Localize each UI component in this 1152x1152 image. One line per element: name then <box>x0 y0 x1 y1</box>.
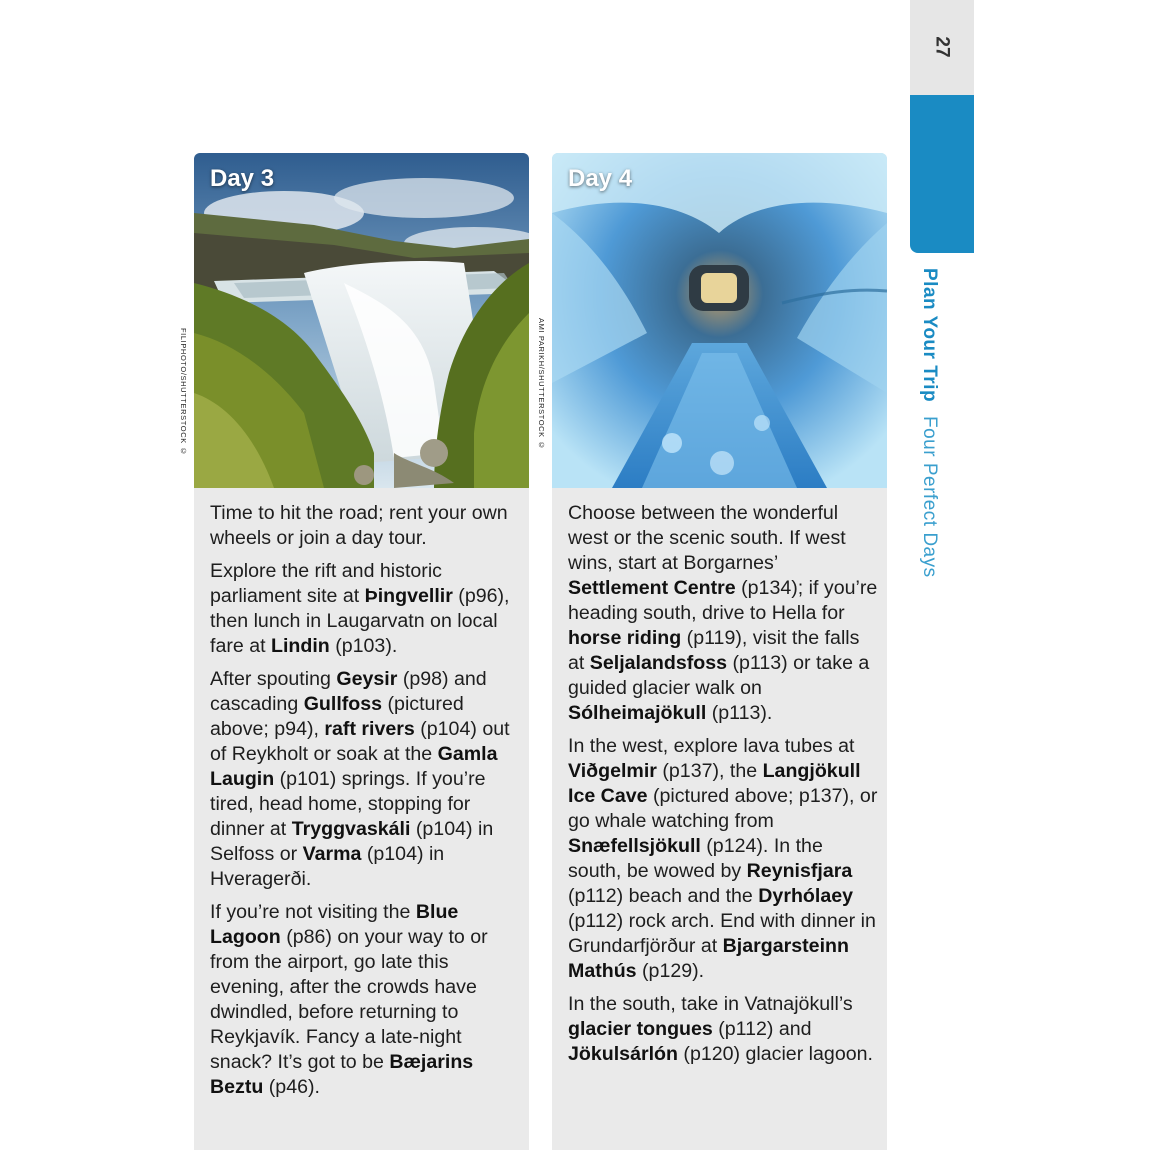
day3-paragraph-3: After spouting Geysir (p98) and cascading Gullfoss (pictured above; p94), raft rivers (p104) out of Reykholt or soak at the Gamla Laugin (p101) springs. If you’re tired, head home, stopping for dinner at Tryggvaskáli (p104) in Selfoss or Varma (p104) in Hveragerði. <box>210 668 510 890</box>
running-head-section: Plan Your Trip <box>919 268 940 403</box>
place-bjargarsteinn-mathus: Bjargarsteinn Mathús <box>568 935 849 982</box>
place-blue-lagoon: Blue Lagoon <box>210 901 459 948</box>
place-lindin: Lindin <box>271 635 330 657</box>
page-number-text: 27 <box>931 36 953 58</box>
page-number <box>910 0 974 95</box>
place-varma: Varma <box>302 843 362 865</box>
place-seljalandsfoss: Seljalandsfoss <box>589 652 728 674</box>
page-number-tab <box>910 0 974 95</box>
day3-heading: Day 3 <box>210 165 275 192</box>
running-head <box>918 268 940 577</box>
section-tab <box>910 95 974 253</box>
day3-paragraph-2: Explore the rift and historic parliament site at Þingvellir (p96), then lunch in Laugarvatn on local fare at Lindin (p103). <box>210 560 510 657</box>
place-gamla-laugin: Gamla Laugin <box>210 743 498 790</box>
place-vidgelmir: Viðgelmir <box>568 760 657 782</box>
day4-card <box>552 153 887 1150</box>
place-geysir: Geysir <box>336 668 398 690</box>
day3-paragraph-4: If you’re not visiting the Blue Lagoon (p86) on your way to or from the airport, go late this evening, after the crowds have dwindled, before returning to Reykjavík. Fancy a late-night snack? It’s got to be Bæjarins Beztu (p46). <box>210 901 488 1098</box>
place-settlement-centre: Settlement Centre <box>568 577 736 599</box>
place-tryggvaskali: Tryggvaskáli <box>291 818 411 840</box>
day4-paragraph-1: Choose between the wonderful west or the scenic south. If west wins, start at Borgarnes’ Settlement Centre (p134); if you’re heading south, drive to Hella for horse riding (p119), visit the falls at Seljalandsfoss (p113) or take a guided glacier walk on Sólheimajökull (p113). <box>568 502 878 724</box>
day4-heading: Day 4 <box>568 165 633 192</box>
place-snaefellsjokull: Snæfellsjökull <box>568 835 701 857</box>
place-solheimajokull: Sólheimajökull <box>568 702 707 724</box>
place-thingvellir: Þingvellir <box>364 585 453 607</box>
activity-horse-riding: horse riding <box>568 627 682 649</box>
place-baejarins-beztu: Bæjarins Beztu <box>210 1051 474 1098</box>
place-glacier-tongues: glacier tongues <box>568 1018 713 1040</box>
place-langjokull-ice-cave: Langjökull Ice Cave <box>568 760 861 807</box>
place-reynisfjara: Reynisfjara <box>746 860 853 882</box>
activity-raft-rivers: raft rivers <box>324 718 415 740</box>
photo-credit-day3: FILIPHOTO/SHUTTERSTOCK © <box>179 328 188 457</box>
photo-credit-day4: AMI PARIKH/SHUTTERSTOCK © <box>537 318 546 451</box>
place-gullfoss: Gullfoss <box>303 693 383 715</box>
day4-text <box>568 501 880 1075</box>
day3-paragraph-1: Time to hit the road; rent your own wheels or join a day tour. <box>210 502 508 549</box>
day3-text <box>210 501 522 1108</box>
place-jokulsarlon: Jökulsárlón <box>568 1043 678 1065</box>
ice-cave-photo <box>552 153 887 488</box>
day4-paragraph-2: In the west, explore lava tubes at Viðgelmir (p137), the Langjökull Ice Cave (pictured above; p137), or go whale watching from Snæfellsjökull (p124). In the south, be wowed by Reynisfjara (p112) beach and the Dyrhólaey (p112) rock arch. End with dinner in Grundarfjörður at Bjargarsteinn Mathús (p129). <box>568 735 878 982</box>
place-dyrholaey: Dyrhólaey <box>758 885 854 907</box>
gullfoss-waterfall-photo <box>194 153 529 488</box>
day3-card <box>194 153 529 1150</box>
running-head-subsection: Four Perfect Days <box>919 415 940 578</box>
day4-paragraph-3: In the south, take in Vatnajökull’s glacier tongues (p112) and Jökulsárlón (p120) glacier lagoon. <box>568 993 873 1065</box>
